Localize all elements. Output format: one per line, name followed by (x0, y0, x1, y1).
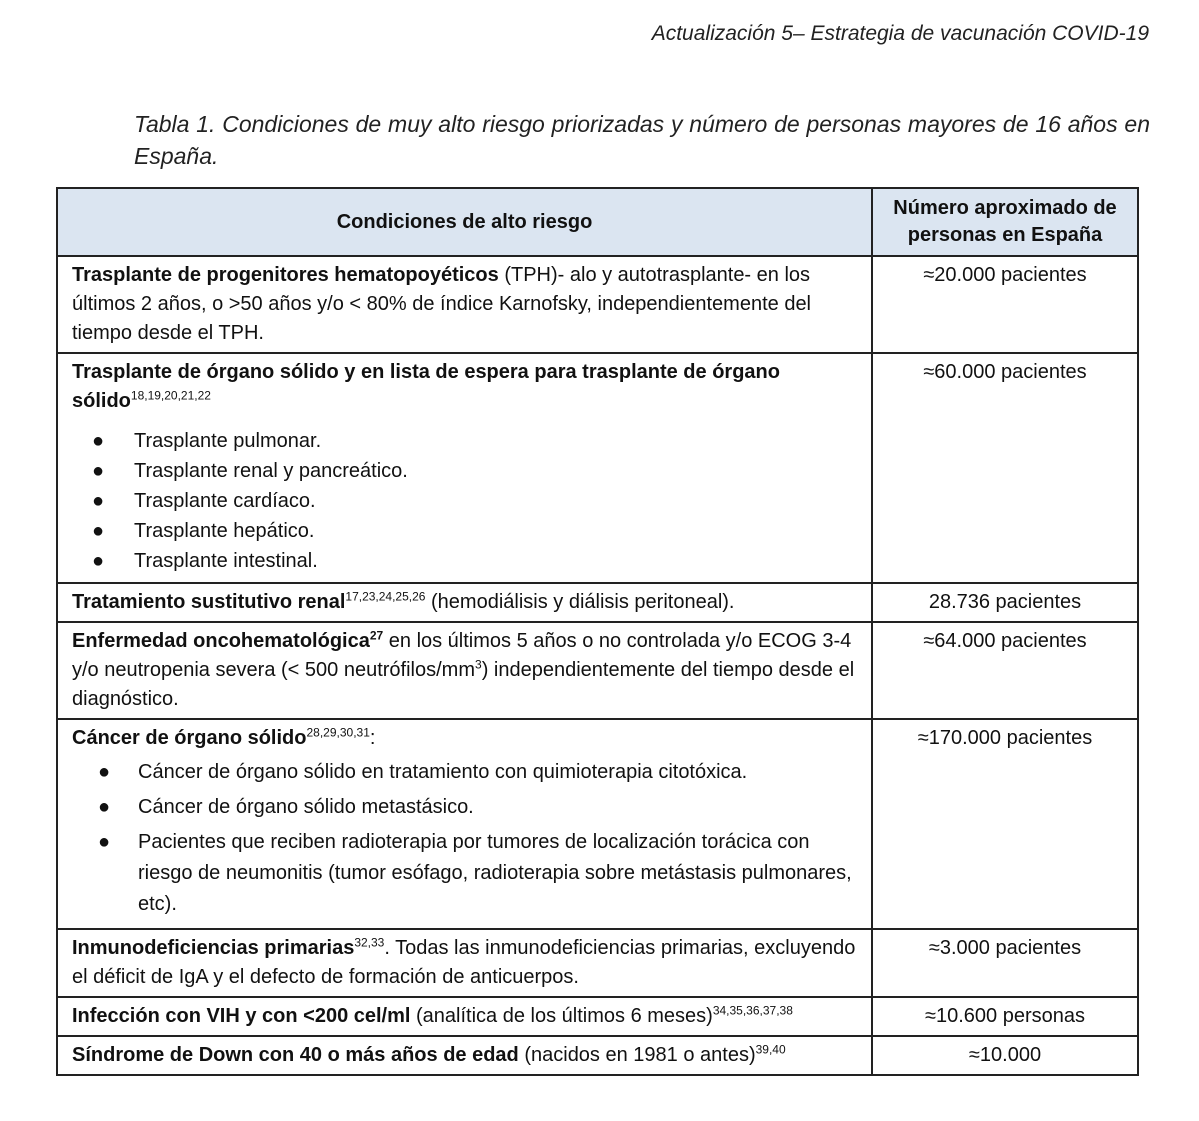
condition-title: Trasplante de progenitores hematopoyéticos (72, 264, 499, 286)
condition-text: : (369, 727, 376, 749)
bullet-icon: ● (92, 520, 105, 542)
condition-list (72, 757, 859, 920)
risk-conditions-table (56, 187, 1139, 1076)
list-item: ● Trasplante renal y pancreático. (72, 456, 859, 486)
condition-title: Tratamiento sustitutivo renal (72, 591, 346, 613)
bullet-icon: ● (92, 490, 105, 512)
table-row (57, 256, 1138, 353)
table-row (57, 929, 1138, 997)
table-row (57, 622, 1138, 719)
reference-superscript: 34,35,36,37,38 (712, 1003, 793, 1018)
condition-text: . Todas las inmunodeficiencias primarias, excluyendo el déficit de IgA y el defecto de formación de anticuerpos. (72, 937, 856, 988)
condition-title: Infección con VIH y con <200 cel/ml (72, 1005, 411, 1027)
bullet-icon: ● (98, 796, 111, 818)
bullet-icon: ● (92, 430, 105, 452)
condition-title: Trasplante de órgano sólido y en lista de espera para trasplante de órgano sólido (72, 361, 780, 412)
bullet-icon: ● (98, 831, 111, 853)
patient-count: ≈170.000 pacientes (872, 719, 1138, 929)
table-row (57, 1036, 1138, 1075)
condition-title: Inmunodeficiencias primarias (72, 937, 355, 959)
reference-superscript: 39,40 (755, 1042, 786, 1057)
patient-count: ≈20.000 pacientes (872, 256, 1138, 353)
patient-count: ≈10.600 personas (872, 997, 1138, 1036)
table-row (57, 719, 1138, 929)
table-header-row (57, 188, 1138, 256)
list-item: ● Trasplante intestinal. (72, 546, 859, 576)
patient-count: ≈64.000 pacientes (872, 622, 1138, 719)
column-header-number: Número aproximado de personas en España (872, 188, 1138, 256)
unit-superscript: 3 (475, 657, 482, 672)
condition-cell (57, 1036, 872, 1075)
condition-cell (57, 929, 872, 997)
list-item: ● Cáncer de órgano sólido metastásico. (72, 792, 859, 823)
table-row (57, 997, 1138, 1036)
condition-title: Cáncer de órgano sólido (72, 727, 307, 749)
condition-text: en los últimos 5 años o no controlada y/o ECOG 3-4 y/o neutropenia severa (< 500 neutrófilos/mm (72, 630, 852, 681)
condition-cell (57, 256, 872, 353)
condition-cell (57, 353, 872, 583)
bullet-icon: ● (98, 761, 111, 783)
patient-count: ≈60.000 pacientes (872, 353, 1138, 583)
running-header: Actualización 5– Estrategia de vacunación COVID-19 (651, 22, 1149, 45)
condition-list (72, 426, 859, 576)
list-item: ● Cáncer de órgano sólido en tratamiento con quimioterapia citotóxica. (72, 757, 859, 788)
condition-text: ) independientemente del tiempo desde el diagnóstico. (72, 659, 855, 710)
bullet-icon: ● (92, 550, 105, 572)
condition-title: Síndrome de Down con 40 o más años de edad (72, 1044, 519, 1066)
condition-cell (57, 583, 872, 622)
condition-text: (hemodiálisis y diálisis peritoneal). (425, 591, 735, 613)
patient-count: ≈3.000 pacientes (872, 929, 1138, 997)
condition-cell (57, 622, 872, 719)
condition-text: (nacidos en 1981 o antes) (518, 1044, 756, 1066)
condition-text: (analítica de los últimos 6 meses) (410, 1005, 713, 1027)
list-item: ● Trasplante pulmonar. (72, 426, 859, 456)
column-header-conditions: Condiciones de alto riesgo (57, 188, 872, 256)
condition-title: Enfermedad oncohematológica (72, 630, 370, 652)
reference-superscript: 17,23,24,25,26 (345, 589, 426, 604)
condition-cell (57, 997, 872, 1036)
list-item: ● Trasplante hepático. (72, 516, 859, 546)
condition-cell (57, 719, 872, 929)
list-item: ● Pacientes que reciben radioterapia por tumores de localización torácica con riesgo de neumonitis (tumor esófago, radioterapia sobre metástasis pulmonares, etc). (72, 827, 859, 920)
bullet-icon: ● (92, 460, 105, 482)
reference-superscript: 27 (369, 628, 384, 643)
list-item: ● Trasplante cardíaco. (72, 486, 859, 516)
patient-count: 28.736 pacientes (872, 583, 1138, 622)
condition-text: (TPH)- alo y autotrasplante- en los últimos 2 años, o >50 años y/o < 80% de índice Karnofsky, independientemente del tiempo desde el TPH. (72, 264, 812, 344)
patient-count: ≈10.000 (872, 1036, 1138, 1075)
reference-superscript: 32,33 (354, 935, 385, 950)
reference-superscript: 28,29,30,31 (306, 725, 370, 740)
table-row (57, 353, 1138, 583)
reference-superscript: 18,19,20,21,22 (130, 388, 211, 403)
table-row (57, 583, 1138, 622)
table-caption: Tabla 1. Condiciones de muy alto riesgo priorizadas y número de personas mayores de 16 años en España. (134, 111, 1150, 169)
